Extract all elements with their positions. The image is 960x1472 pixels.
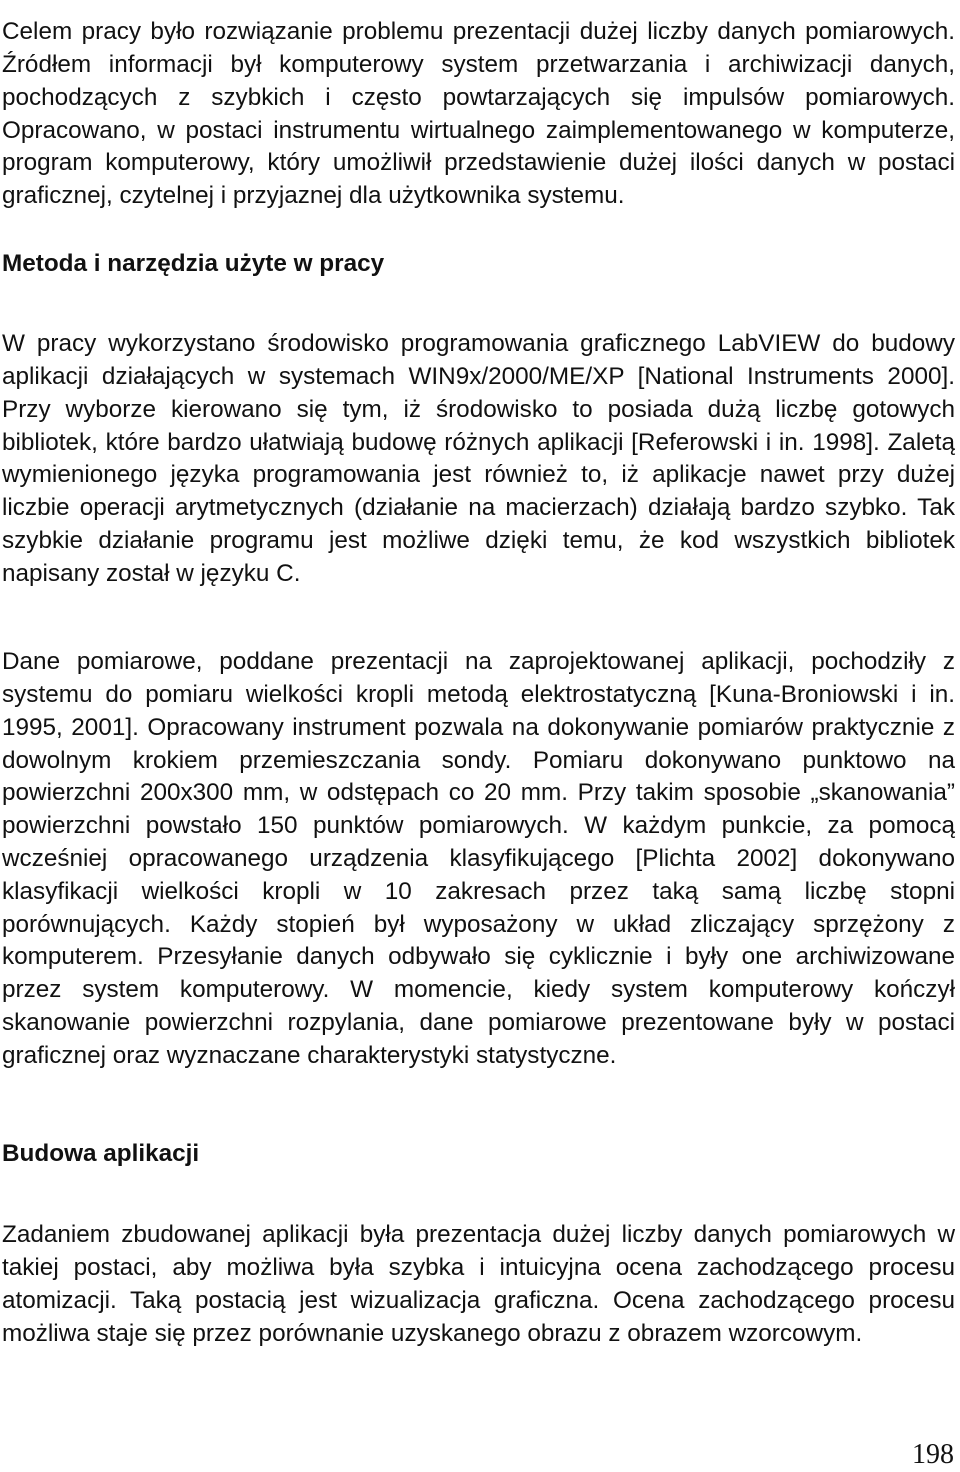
application-paragraph: Zadaniem zbudowanej aplikacji była prezentacja dużej liczby danych pomiarowych w takiej postaci, aby możliwa była szybka i intuicyjna ocena zachodzącego procesu atomizacji. Taką postacią jest wizualizacja graficzna. Ocena zachodzącego procesu możliwa staje się przez porównanie uzyskanego obrazu z obrazem wzorcowym. bbox=[2, 1221, 955, 1347]
measurement-data-paragraph: Dane pomiarowe, poddane prezentacji na zaprojektowanej aplikacji, pochodziły z systemu do pomiaru wielkości kropli metodą elektrostatyczną [Kuna-Broniowski i in. 1995, 2001]. Opracowany instrument pozwala na dokonywanie pomiarów praktycznie z dowolnym krokiem przemieszczania sondy. Pomiaru dokonywano punktowo na powierzchni 200x300 mm, w odstępach co 20 mm. Przy takim sposobie „skanowania” powierzchni powstało 150 punktów pomiarowych. W każdym punkcie, za pomocą wcześniej opracowanego urządzenia klasyfikującego [Plichta 2002] dokonywano klasyfikacji wielkości kropli w 10 zakresach przez taką samą liczbę stopni porównujących. Każdy stopień był wyposażony w układ zliczający sprzężony z komputerem. Przesyłanie danych odbywało się cyklicznie i były one archiwizowane przez system komputerowy. W momencie, kiedy system komputerowy kończył skanowanie powierzchni rozpylania, dane pomiarowe prezentowane były w postaci graficznej oraz wyznaczane charakterystyki statystyczne. bbox=[2, 648, 955, 1069]
methods-paragraph: W pracy wykorzystano środowisko programowania graficznego LabVIEW do budowy aplikacji działających w systemach WIN9x/2000/ME/XP [National Instruments 2000]. Przy wyborze kierowano się tym, iż środowisko to posiada dużą liczbę gotowych bibliotek, które bardzo ułatwiają budowę różnych aplikacji [Referowski i in. 1998]. Zaletą wymienionego języka programowania jest również to, iż aplikacje nawet przy dużej liczbie operacji arytmetycznych (działanie na macierzach) działają bardzo szybko. Tak szybkie działanie programu jest możliwe dzięki temu, że kod wszystkich bibliotek napisany został w języku C. bbox=[2, 330, 955, 587]
section-heading-methods: Metoda i narzędzia użyte w pracy bbox=[2, 250, 385, 277]
page-number: 198 bbox=[912, 1439, 954, 1470]
section-heading-application: Budowa aplikacji bbox=[2, 1140, 200, 1167]
intro-paragraph: Celem pracy było rozwiązanie problemu prezentacji dużej liczby danych pomiarowych. Źródłem informacji był komputerowy system przetwarzania i archiwizacji danych, pochodzących z szybkich i często powtarzających się impulsów pomiarowych. Opracowano, w postaci instrumentu wirtualnego zaimplementowanego w komputerze, program komputerowy, który umożliwił przedstawienie dużej ilości danych w postaci graficznej, czytelnej i przyjaznej dla użytkownika systemu. bbox=[2, 18, 955, 210]
